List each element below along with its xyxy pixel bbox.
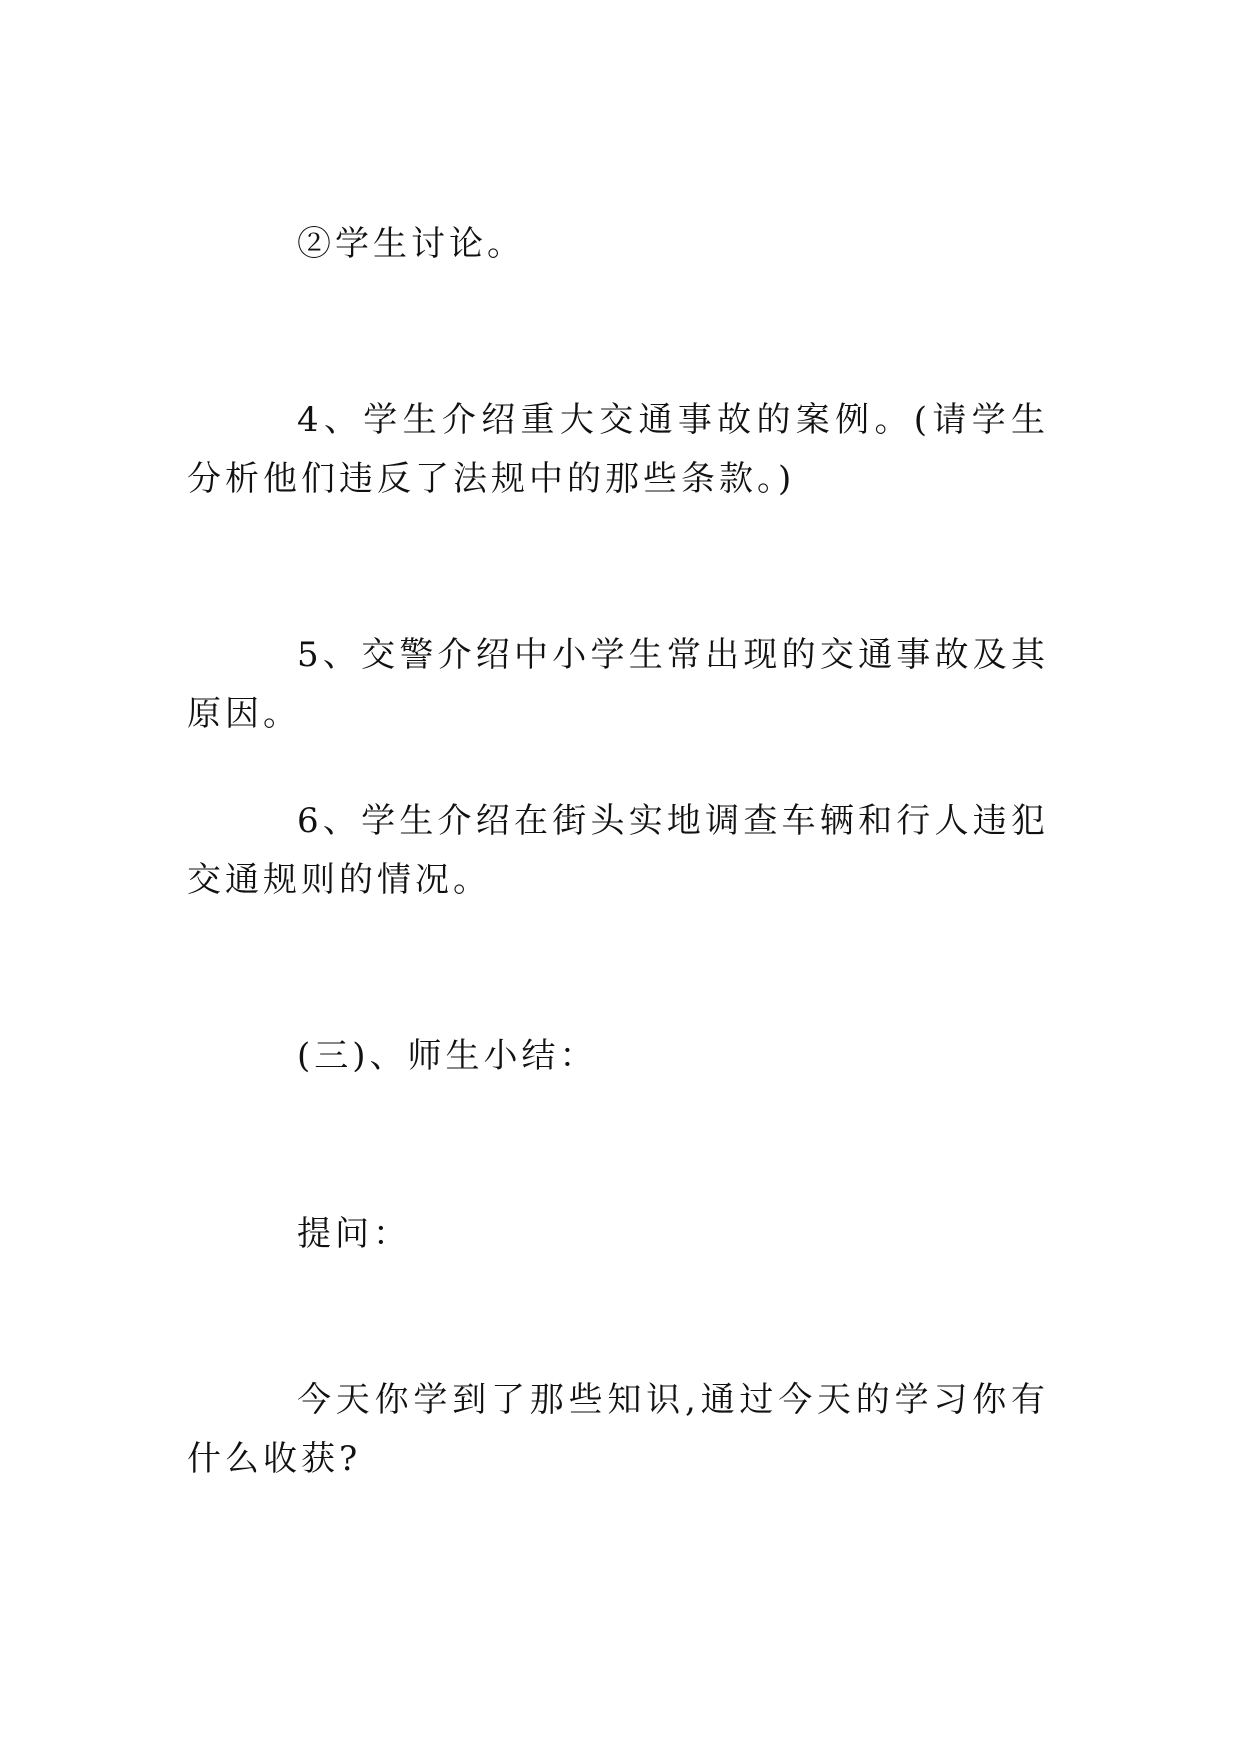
paragraph-police-introduction: 5、交警介绍中小学生常出现的交通事故及其原因。 xyxy=(187,635,1049,734)
paragraph-question-label: 提问： xyxy=(297,1214,411,1254)
paragraph-student-discussion: ②学生讨论。 xyxy=(297,224,525,264)
paragraph-summary-heading: (三)、师生小结： xyxy=(297,1036,598,1076)
paragraph-street-survey: 6、学生介绍在街头实地调查车辆和行人违犯交通规则的情况。 xyxy=(187,801,1049,900)
paragraph-question-text: 今天你学到了那些知识,通过今天的学习你有什么收获? xyxy=(187,1380,1049,1479)
paragraph-accident-cases: 4、学生介绍重大交通事故的案例。(请学生分析他们违反了法规中的那些条款。) xyxy=(187,400,1049,499)
